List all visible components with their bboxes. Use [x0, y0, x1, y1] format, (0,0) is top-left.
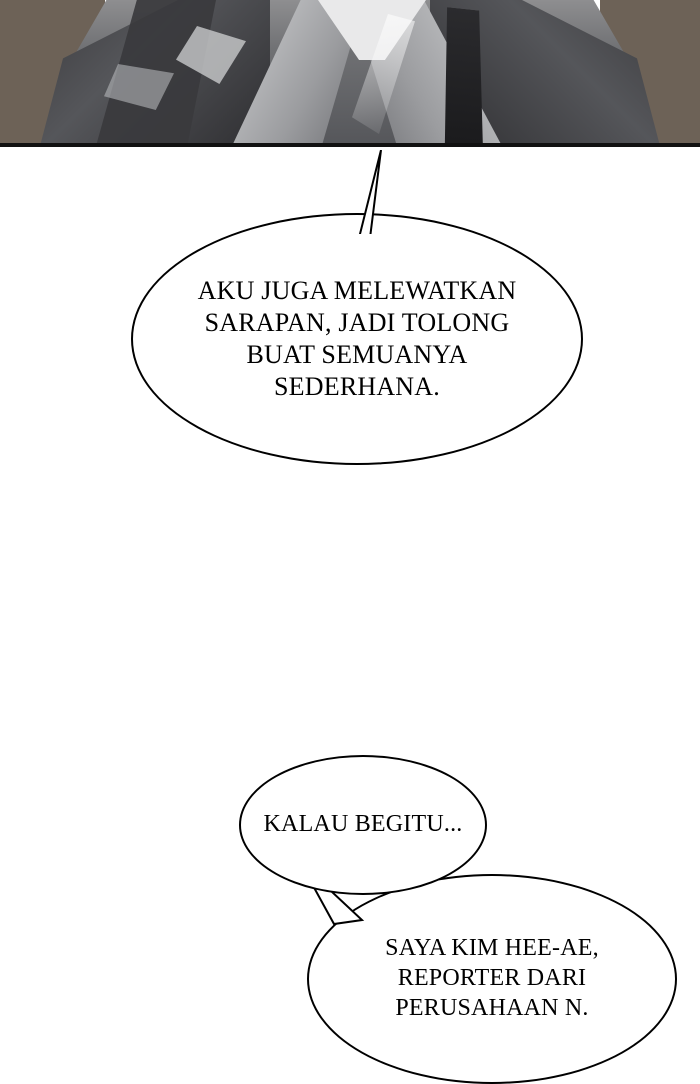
speech-bubble-1-tail — [349, 150, 389, 246]
speech-bubble-secondary-text: KALAU BEGITU... — [263, 811, 463, 838]
speech-bubble-primary — [131, 213, 583, 465]
speech-bubble-primary-text: AKU JUGA MELEWATKAN SARAPAN, JADI TOLONG BUAT SEMUANYA SEDERHANA. — [197, 275, 517, 402]
speech-bubble-secondary — [239, 755, 487, 895]
speech-bubble-reporter-text: SAYA KIM HEE-AE, REPORTER DARI PERUSAHAAN N. — [385, 935, 599, 1021]
